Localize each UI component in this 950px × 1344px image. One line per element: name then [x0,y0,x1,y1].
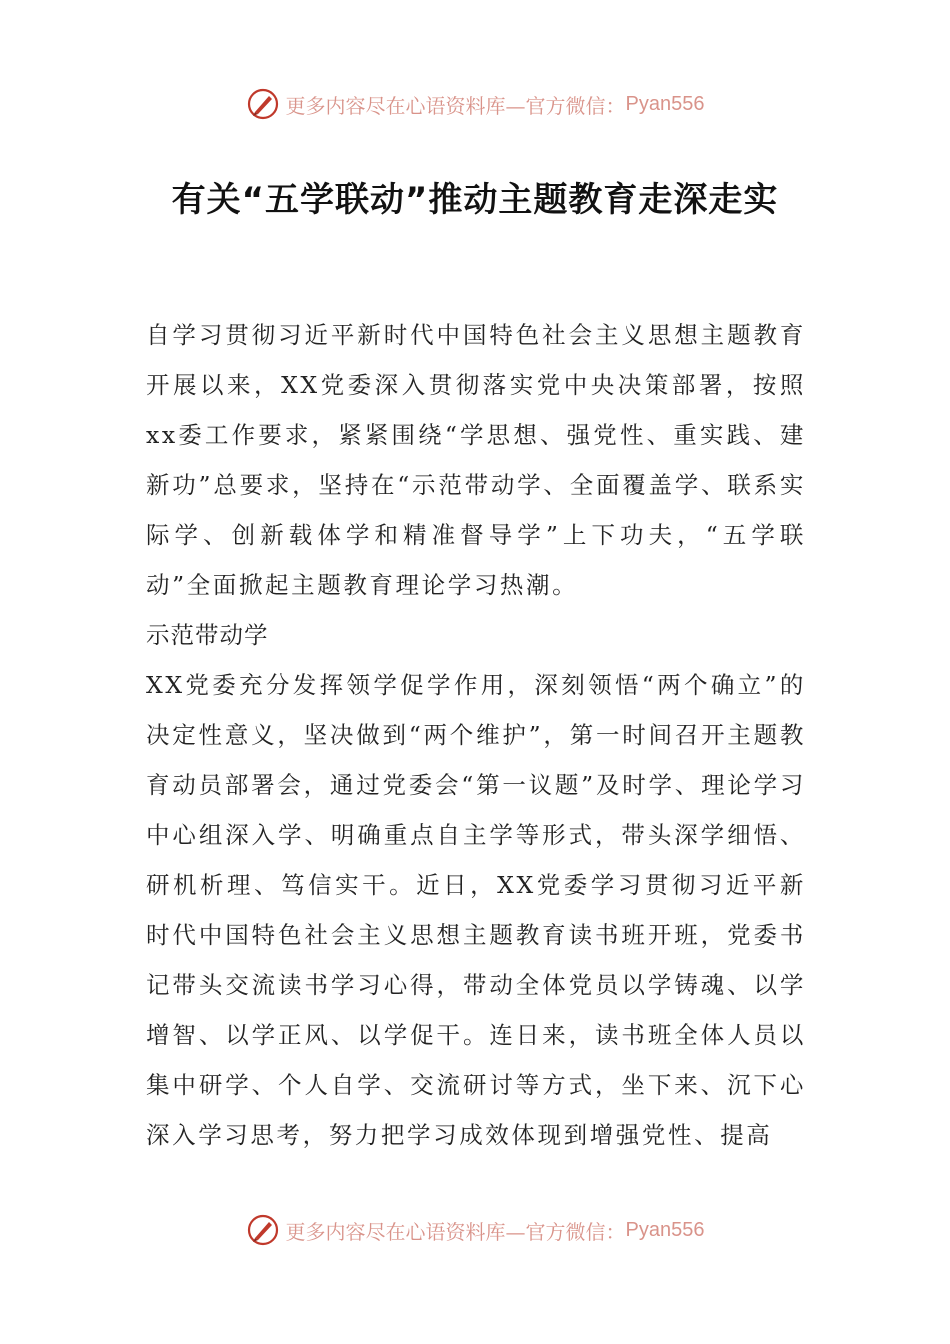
paragraph-section: XX党委充分发挥领学促学作用，深刻领悟“两个确立”的决定性意义，坚决做到“两个维护”，第一时间召开主题教育动员部署会，通过党委会“第一议题”及时学、理论学习中心组深入学、明确重点自主学等形式，带头深学细悟、研机析理、笃信实干。近日，XX党委学习贯彻习近平新时代中国特色社会主义思想主题教育读书班开班，党委书记带头交流读书学习心得，带动全体党员以学铸魂、以学增智、以学正风、以学促干。连日来，读书班全体人员以集中研学、个人自学、交流研讨等方式，坐下来、沉下心深入学习思考，努力把学习成效体现到增强党性、提高 [146,671,806,1149]
watermark-wechat: Pyan556 [625,1218,705,1241]
pen-logo-icon [246,87,280,121]
watermark-banner-top [0,82,950,126]
paragraph-intro: 自学习贯彻习近平新时代中国特色社会主义思想主题教育开展以来，XX党委深入贯彻落实党中央决策部署，按照xx委工作要求，紧紧围绕“学思想、强党性、重实践、建新功”总要求，坚持在“示范带动学、全面覆盖学、联系实际学、创新载体学和精准督导学”上下功夫，“五学联动”全面掀起主题教育理论学习热潮。 [146,321,806,599]
watermark-banner-bottom [0,1208,950,1252]
watermark-wechat: Pyan556 [625,92,705,115]
document-body [146,310,806,1160]
section-heading: 示范带动学 [146,621,269,649]
pen-logo-icon [246,1213,280,1247]
document-title: 有关“五学联动”推动主题教育走深走实 [171,180,779,220]
watermark-text: 更多内容尽在心语资料库—官方微信： [285,93,626,118]
watermark-text: 更多内容尽在心语资料库—官方微信： [285,1219,626,1244]
